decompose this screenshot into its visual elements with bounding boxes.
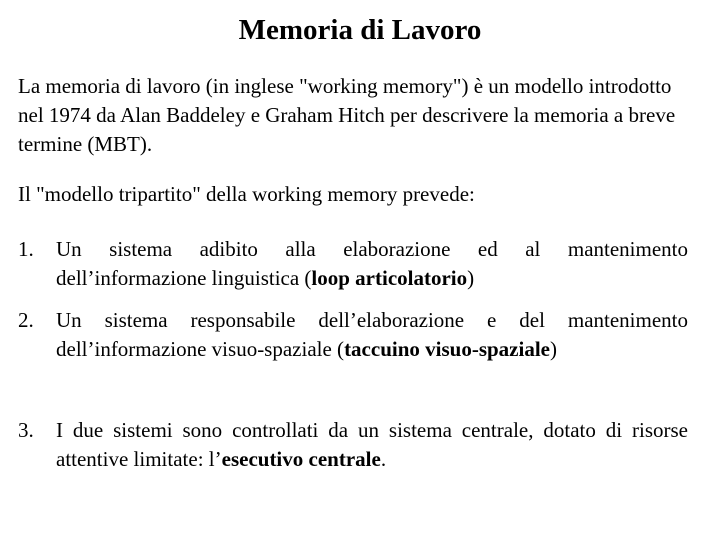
list-number: 3. [18, 418, 34, 442]
lead-paragraph: Il "modello tripartito" della working memory prevede: [18, 182, 475, 206]
item-term: loop articolatorio [311, 266, 468, 290]
list-item [18, 306, 688, 364]
slide-title: Memoria di Lavoro [238, 14, 482, 46]
list-item [18, 416, 688, 474]
item-text-end: ) [549, 337, 557, 361]
item-text: I due sistemi sono controllati da un sistema centrale, dotato di risorse attentive limitate: l’ [56, 418, 688, 471]
item-text-end: ) [467, 266, 475, 290]
item-text-end: . [380, 447, 387, 471]
item-term: taccuino visuo-spaziale [344, 337, 550, 361]
list-number: 1. [18, 237, 34, 261]
item-text: Un sistema responsabile dell’elaborazione e del mantenimento dell’informazione visuo-spaziale ( [56, 308, 688, 361]
item-term: esecutivo centrale [221, 447, 381, 471]
list-item [18, 235, 688, 293]
intro-paragraph: La memoria di lavoro (in inglese "working memory") è un modello introdotto nel 1974 da Alan Baddeley e Graham Hitch per descrivere la memoria a breve termine (MBT). [18, 74, 676, 156]
list-number: 2. [18, 308, 34, 332]
item-text: Un sistema adibito alla elaborazione ed al mantenimento dell’informazione linguistica ( [56, 237, 688, 290]
